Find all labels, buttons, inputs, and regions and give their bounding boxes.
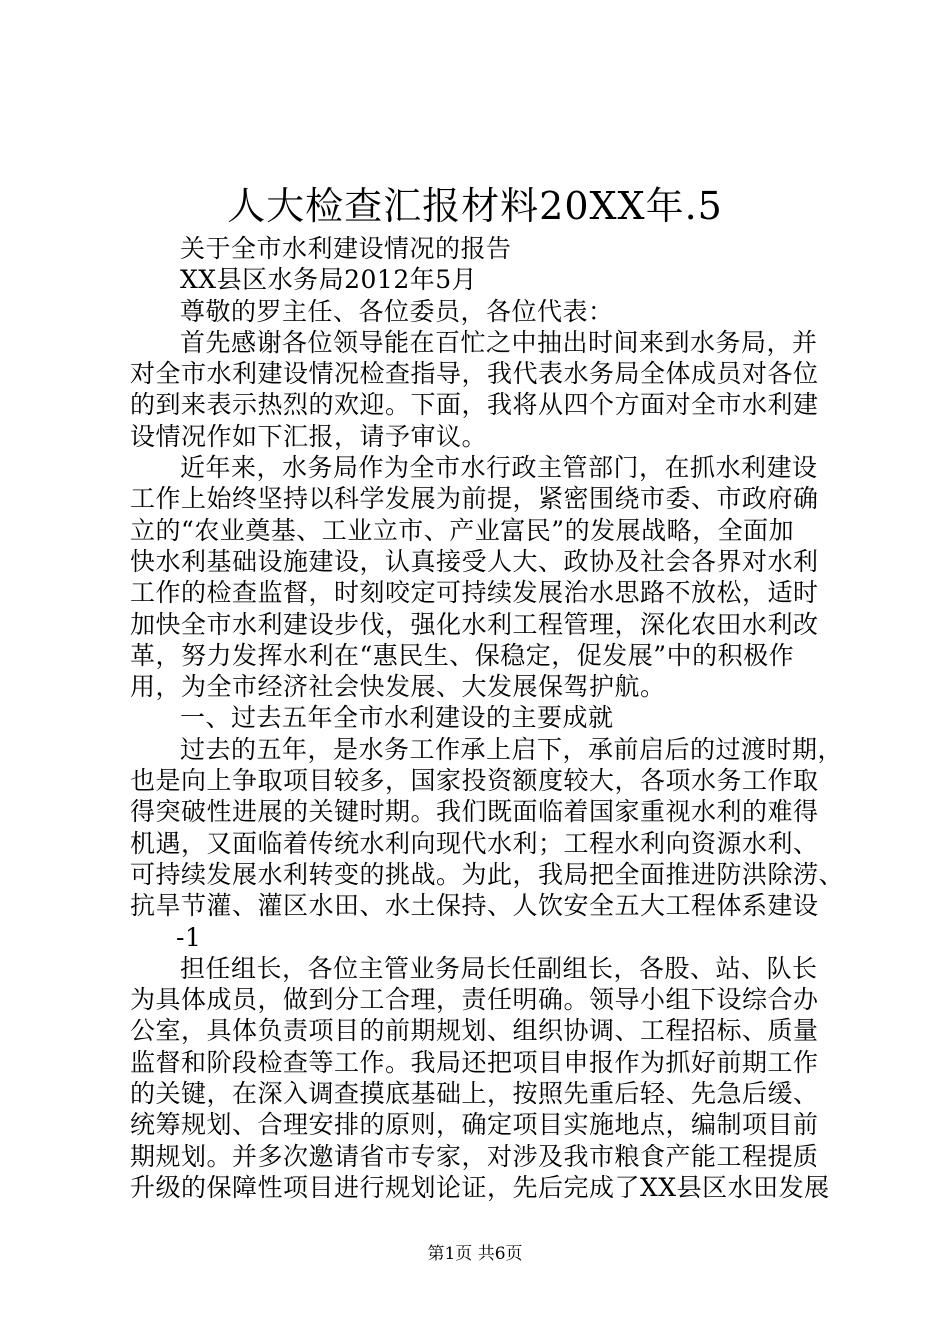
paragraph-line: 工作上始终坚持以科学发展为前提，紧密围绕市委、市政府确 — [130, 484, 819, 514]
paragraph-line: 统筹规划、合理安排的原则，确定项目实施地点，编制项目前 — [130, 1110, 819, 1140]
paragraph-line: 监督和阶段检查等工作。我局还把项目申报作为抓好前期工作 — [130, 1047, 819, 1077]
paragraph-line: 加快全市水利建设步伐，强化水利工程管理，深化农田水利改 — [130, 609, 819, 639]
paragraph-line: 关于全市水利建设情况的报告 — [180, 234, 512, 263]
paragraph-line: 革，努力发挥水利在“惠民生、保稳定，促发展”中的积极作 — [130, 640, 795, 670]
paragraph-line: 近年来，水务局作为全市水行政主管部门，在抓水利建设 — [180, 453, 818, 483]
paragraph-line: 过去的五年，是水务工作承上启下，承前启后的过渡时期， — [180, 734, 844, 764]
paragraph-line: 用，为全市经济社会快发展、大发展保驾护航。 — [130, 672, 666, 702]
paragraph-line: 设情况作如下汇报，请予审议。 — [130, 421, 488, 451]
paragraph-line: 为具体成员，做到分工合理，责任明确。领导小组下设综合办 — [130, 985, 819, 1015]
document-body — [130, 233, 845, 1203]
paragraph-line: 的到来表示热烈的欢迎。下面，我将从四个方面对全市水利建 — [130, 390, 819, 420]
paragraph-line: XX县区水务局2012年5月 — [180, 265, 478, 295]
paragraph-line: 期规划。并多次邀请省市专家，对涉及我市粮食产能工程提质 — [130, 1141, 819, 1171]
paragraph-line: 可持续发展水利转变的挑战。为此，我局把全面推进防洪除涝、 — [130, 859, 845, 889]
document-title: 人大检查汇报材料20XX年.5 — [227, 184, 723, 228]
paragraph-line: 快水利基础设施建设，认真接受人大、政协及社会各界对水利 — [130, 546, 819, 576]
paragraph-line: 的关键，在深入调查摸底基础上，按照先重后轻、先急后缓、 — [130, 1079, 819, 1109]
paragraph-line: 得突破性进展的关键时期。我们既面临着国家重视水利的难得 — [130, 797, 819, 827]
paragraph-line: 一、过去五年全市水利建设的主要成就 — [180, 703, 614, 733]
paragraph-line: 抗旱节灌、灌区水田、水土保持、人饮安全五大工程体系建设 — [130, 891, 819, 921]
paragraph-line: 对全市水利建设情况检查指导，我代表水务局全体成员对各位 — [130, 359, 819, 389]
paragraph-line: 首先感谢各位领导能在百忙之中抽出时间来到水务局，并 — [180, 327, 818, 357]
paragraph-line: 公室，具体负责项目的前期规划、组织协调、工程招标、质量 — [130, 1016, 819, 1046]
paragraph-line: 机遇，又面临着传统水利向现代水利；工程水利向资源水利、 — [130, 828, 819, 858]
paragraph-line: 升级的保障性项目进行规划论证，先后完成了XX县区水田发展 — [130, 1172, 830, 1202]
page-footer: 第1页 共6页 — [427, 1244, 523, 1264]
inline-page-number: -1 — [176, 922, 202, 952]
paragraph-line: 尊敬的罗主任、各位委员，各位代表： — [180, 296, 614, 326]
paragraph-line: 担任组长，各位主管业务局长任副组长，各股、站、队长 — [180, 953, 818, 983]
paragraph-line: 立的“农业奠基、工业立市、产业富民”的发展战略，全面加 — [130, 515, 795, 545]
paragraph-line: 工作的检查监督，时刻咬定可持续发展治水思路不放松，适时 — [130, 578, 819, 608]
paragraph-line: 也是向上争取项目较多，国家投资额度较大，各项水务工作取 — [130, 766, 819, 796]
